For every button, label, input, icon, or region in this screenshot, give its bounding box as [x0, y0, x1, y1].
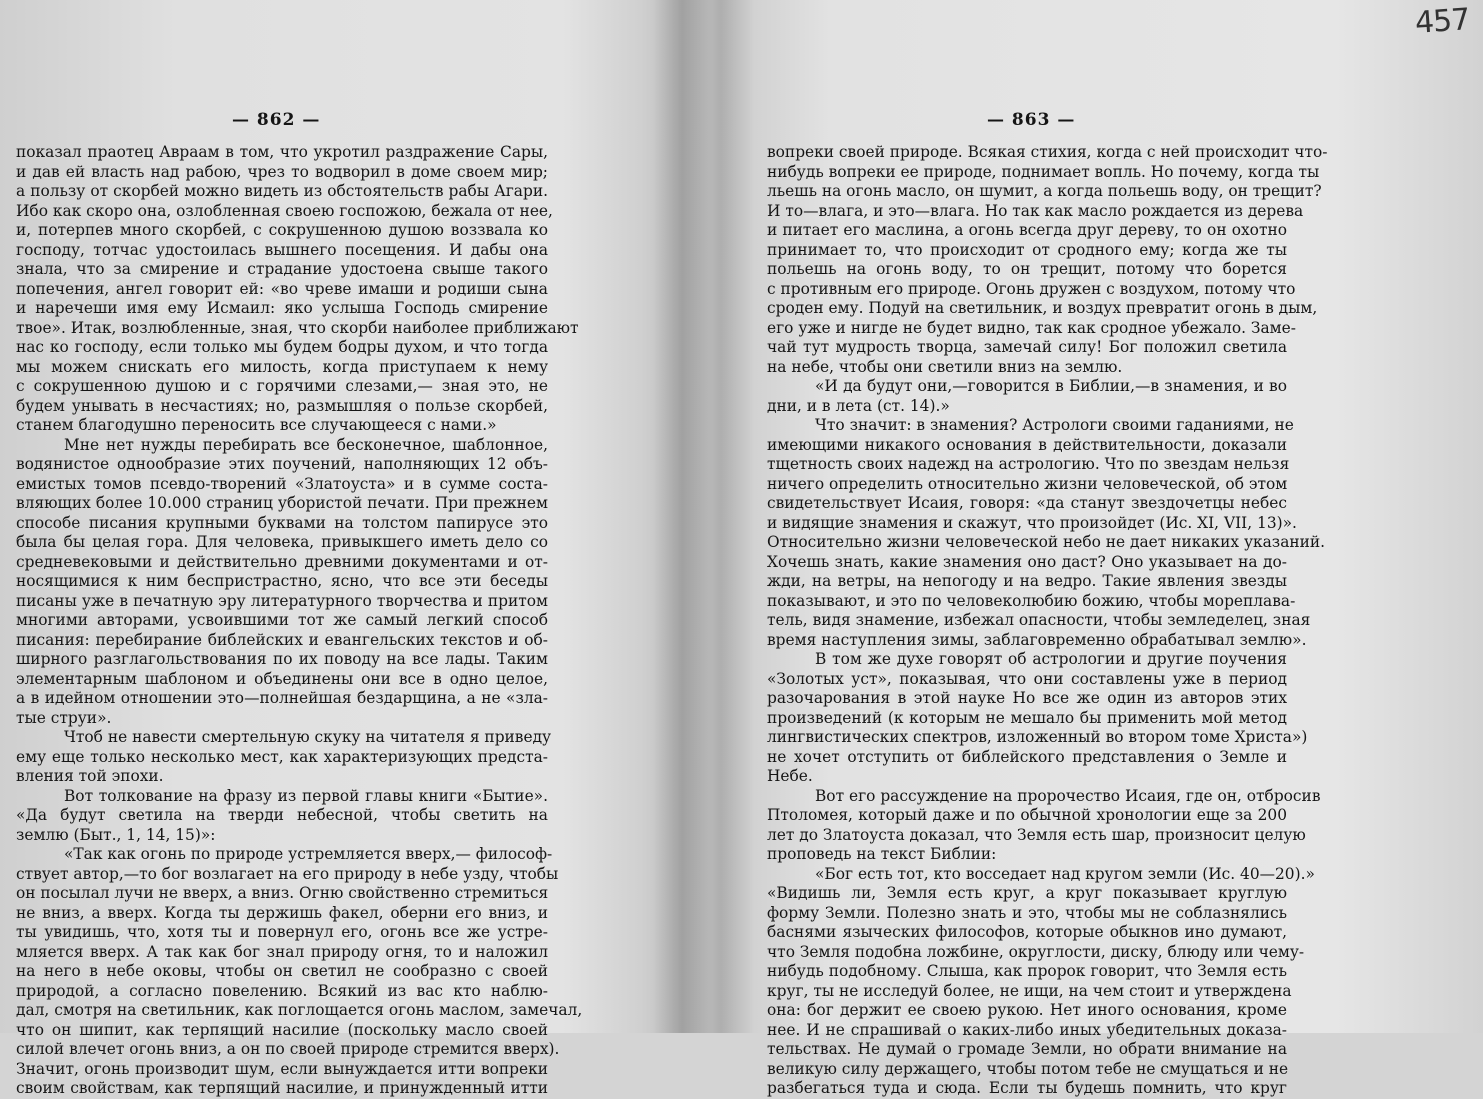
- text-line: Хочешь знать, какие знамения оно даст? Оно указывает на до-: [767, 552, 1287, 571]
- text-line: вляющих более 10.000 страниц убористой печати. При прежнем: [16, 494, 548, 512]
- text-line: Что значит: в знамения? Астрологи своими гаданиями, не: [815, 416, 1294, 434]
- text-line: на него в небе оковы, чтобы он светил не сообразно с своей: [16, 962, 548, 980]
- text-line: разочарования в этой науке Но все же один из авторов этих: [767, 689, 1287, 707]
- text-line: Значит, огонь производит шум, если вынуждается итти вопреки: [16, 1059, 548, 1078]
- text-line: нибудь подобному. Слыша, как пророк говорит, что Земля есть: [767, 962, 1287, 980]
- text-line: «Так как огонь по природе устремляется вверх,— философ-: [64, 845, 553, 863]
- text-line: ствует автор,—то бог возлагает на его природу в небе узду, чтобы: [16, 864, 559, 883]
- text-line: ему еще только несколько мест, как характеризующих предста-: [16, 747, 548, 766]
- text-line: не хочет отступить от библейского представления о Земле и: [767, 747, 1287, 766]
- text-line: водянистое однообразие этих поучений, наполняющих 12 объ-: [16, 455, 548, 473]
- text-line: землю (Быт., 1, 14, 15)»:: [16, 825, 216, 844]
- text-line: имеющими никакого основания в действительности, доказали: [767, 435, 1287, 454]
- text-line: чай тут мудрость творца, замечай силу! Бог положил светила: [767, 338, 1287, 356]
- text-line: «Да будут светила на тверди небесной, чтобы светить на: [16, 806, 548, 824]
- text-line: лингвистических спектров, изложенный во втором томе Христа»): [767, 728, 1308, 746]
- text-line: будем унывать в несчастиях; но, размышляя о пользе скорбей,: [16, 396, 548, 415]
- text-line: круг, ты не исследуй более, не ищи, на чем стоит и утверждена: [767, 981, 1292, 1000]
- text-line: «Бог есть тот, кто восседает над кругом земли (Ис. 40—20).»: [815, 864, 1315, 883]
- text-line: писания: перебирание библейских и евангельских текстов и об-: [16, 630, 548, 649]
- left-page-text: [16, 143, 583, 1099]
- handwritten-folio-number: 457: [1413, 2, 1471, 41]
- text-line: ширного разглагольствования по их поводу на все лады. Таким: [16, 650, 548, 668]
- text-line: время наступления зимы, заблаговременно обрабатывал землю».: [767, 630, 1307, 649]
- text-line: великую силу держащего, чтобы потом тебе не смущаться и не: [767, 1059, 1289, 1078]
- text-line: была бы целая гора. Для человека, привыкшего иметь дело со: [16, 533, 548, 551]
- text-line: показал праотец Авраам в том, что укротил раздражение Сары,: [16, 143, 548, 161]
- text-line: что Земля подобна ложбине, округлости, диску, блюду или чему-: [767, 942, 1305, 961]
- text-line: писаны уже в печатную эру литературного творчества и притом: [16, 591, 548, 610]
- text-line: жди, на ветры, на непогоду и на ведро. Такие явления звезды: [767, 572, 1287, 590]
- text-line: Вот его рассуждение на пророчество Исаия, где он, отбросив: [815, 786, 1321, 805]
- text-line: ты увидишь, что, хотя ты и повернул его, огонь все же устре-: [16, 923, 548, 941]
- text-line: баснями языческих философов, которые обыкнов ино думают,: [767, 923, 1287, 941]
- text-line: элементарным шаблоном и объединены они все в одно целое,: [16, 669, 548, 688]
- text-line: польешь на огонь воду, то он трещит, потому что борется: [767, 260, 1287, 278]
- left-page: [0, 0, 640, 1097]
- text-line: и, потерпев много скорбей, с сокрушенною душою воззвала ко: [16, 221, 548, 239]
- text-line: силой влечет огонь вниз, а он по своей природе стремится вверх).: [16, 1040, 560, 1058]
- text-line: его уже и нигде не будет видно, так как сродное убежало. Заме-: [767, 318, 1296, 337]
- text-line: нибудь вопреки ее природе, поднимает вопль. Но почему, когда ты: [767, 162, 1320, 181]
- text-line: господу, тотчас удостоилась вышнего посещения. И дабы она: [16, 240, 548, 259]
- text-line: и наречеши имя ему Исмаил: яко услыша Господь смирение: [16, 299, 548, 317]
- text-line: нас ко господу, если только мы будем бодры духом, и что тогда: [16, 338, 548, 356]
- text-line: он посылал лучи не вверх, а вниз. Огню свойственно стремиться: [16, 884, 549, 902]
- text-line: своим свойствам, как терпящий насилие, и принужденный итти: [16, 1079, 548, 1097]
- text-line: форму Земли. Полезно знать и это, чтобы мы не соблазнялись: [767, 903, 1287, 922]
- page-number-left: — 862 —: [232, 110, 321, 130]
- text-line: носящимися к ним беспристрастно, ясно, что все эти беседы: [16, 572, 548, 590]
- text-line: В том же духе говорят об астрологии и другие поучения: [815, 650, 1287, 668]
- text-line: что он шипит, как терпящий насилие (поскольку масло своей: [16, 1020, 548, 1039]
- text-line: принимает то, что происходит от сродного ему; когда же ты: [767, 240, 1287, 259]
- text-line: Птоломея, который даже и по обычной хронологии еще за 200: [767, 806, 1287, 824]
- text-line: Ибо как скоро она, озлобленная своею госпожою, бежала от нее,: [16, 201, 553, 220]
- text-line: тель, видя знамение, избежал опасности, чтобы земледелец, зная: [767, 611, 1311, 629]
- text-line: и питает его маслина, а огонь всегда друг дереву, то он охотно: [767, 221, 1287, 239]
- text-line: тщетность своих надежд на астрологию. Что по звездам нельзя: [767, 455, 1290, 473]
- text-line: Относительно жизни человеческой небо не дает никаких указаний.: [767, 533, 1326, 551]
- text-line: «И да будут они,—говорится в Библии,—в знамения, и во: [815, 377, 1287, 395]
- text-line: она: бог держит ее своею рукою. Нет иного основания, кроме: [767, 1001, 1287, 1019]
- text-line: льешь на огонь масло, он шумит, а когда польешь воду, он трещит?: [767, 182, 1322, 200]
- text-line: Небе.: [767, 767, 813, 785]
- text-line: на небе, чтобы они светили вниз на землю.: [767, 357, 1123, 376]
- text-line: разбегаться туда и сюда. Если ты будешь помнить, что круг: [767, 1079, 1287, 1097]
- text-line: показывают, и это по человеколюбию божию, чтобы мореплава-: [767, 591, 1296, 610]
- text-line: «Видишь ли, Земля есть круг, а круг показывает круглую: [767, 884, 1287, 902]
- text-line: природой, а согласно повелению. Всякий из вас кто наблю-: [16, 981, 548, 1000]
- text-line: а в идейном отношении это—полнейшая бездарщина, а не «зла-: [16, 689, 548, 707]
- text-line: тельствах. Не думай о громаде Земли, но обрати внимание на: [767, 1040, 1287, 1058]
- right-page-text: [767, 143, 1328, 1099]
- text-line: мы можем снискать его милость, когда приступаем к нему: [16, 357, 548, 376]
- book-spine: [640, 0, 755, 1033]
- text-line: Мне нет нужды перебирать все бесконечное, шаблонное,: [64, 435, 548, 454]
- text-line: сроден ему. Подуй на светильник, и воздух превратит огонь в дым,: [767, 299, 1318, 317]
- page-number-right: — 863 —: [987, 110, 1076, 130]
- text-line: способе писания крупными буквами на толстом папирусе это: [16, 513, 548, 532]
- text-line: емистых томов псевдо-творений «Златоуста» и в сумме соста-: [16, 474, 548, 493]
- text-line: дал, смотря на светильник, как поглощается огонь маслом, замечал,: [16, 1001, 583, 1019]
- text-line: вопреки своей природе. Всякая стихия, когда с ней происходит что-: [767, 143, 1328, 161]
- text-line: мляется вверх. А так как бог знал природу огня, то и наложил: [16, 942, 548, 961]
- text-line: лет до Златоуста доказал, что Земля есть шар, произносит целую: [767, 825, 1306, 844]
- text-line: попечения, ангел говорит ей: «во чреве имаши и родиши сына: [16, 279, 548, 298]
- text-line: И то—влага, и это—влага. Но так как масло рождается из дерева: [767, 201, 1304, 220]
- text-line: Вот толкование на фразу из первой главы книги «Бытие».: [64, 786, 548, 805]
- text-line: тые струи».: [16, 708, 112, 727]
- text-line: нее. И не спрашивай о каких-либо иных убедительных доказа-: [767, 1020, 1287, 1039]
- text-line: и дав ей власть над рабою, чрез то водворил в доме своем мир;: [16, 162, 548, 181]
- text-line: произведений (к которым не мешало бы применить мой метод: [767, 708, 1287, 727]
- text-line: свидетельствует Исаия, говоря: «да станут звездочетцы небес: [767, 494, 1287, 512]
- text-line: «Золотых уст», показывая, что они составлены уже в период: [767, 669, 1287, 688]
- text-line: вления той эпохи.: [16, 767, 164, 785]
- text-line: средневековыми и действительно древними документами и от-: [16, 552, 548, 571]
- text-line: знала, что за смирение и страдание удостоена свыше такого: [16, 260, 548, 278]
- text-line: не вниз, а вверх. Когда ты держишь факел, оберни его вниз, и: [16, 903, 548, 922]
- text-line: ничего определить относительно жизни человеческой, об этом: [767, 474, 1288, 493]
- text-line: твое». Итак, возлюбленные, зная, что скорби наиболее приближают: [16, 318, 579, 337]
- text-line: Чтоб не навести смертельную скуку на читателя я приведу: [64, 728, 552, 746]
- text-line: а пользу от скорбей можно видеть из обстоятельств рабы Агари.: [16, 182, 548, 200]
- text-line: с противным его природе. Огонь дружен с воздухом, потому что: [767, 279, 1296, 298]
- text-line: станем благодушно переносить все случающееся с нами.»: [16, 416, 497, 434]
- right-page: [755, 0, 1483, 1097]
- text-line: многими авторами, усвоившими тот же самый легкий способ: [16, 611, 548, 629]
- text-line: проповедь на текст Библии:: [767, 845, 997, 863]
- text-line: с сокрушенною душою и с горячими слезами,— зная это, не: [16, 377, 548, 395]
- text-line: дни, и в лета (ст. 14).»: [767, 396, 950, 415]
- text-line: и видящие знамения и скажут, что произойдет (Ис. XI, VII, 13)».: [767, 513, 1297, 532]
